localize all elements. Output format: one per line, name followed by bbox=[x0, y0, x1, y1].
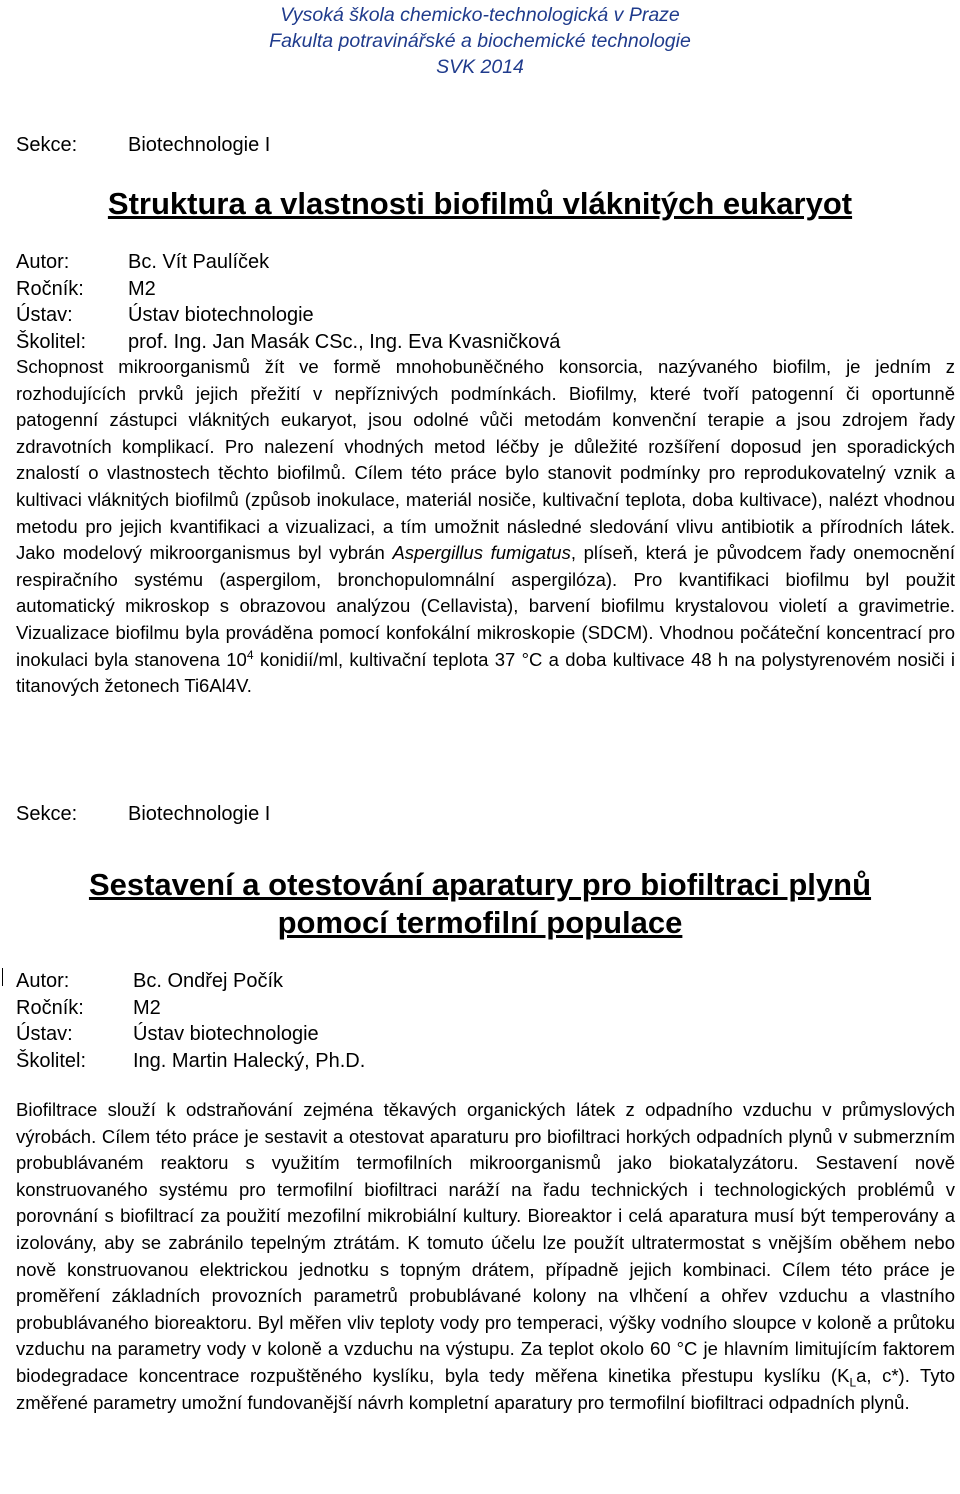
section-label: Sekce: bbox=[16, 134, 78, 156]
margin-marker bbox=[2, 968, 3, 986]
entry1-title: Struktura a vlastnosti biofilmů vláknitých eukaryot bbox=[107, 186, 853, 221]
title-line: Sestavení a otestování aparatury pro biofiltraci plynů bbox=[88, 867, 872, 902]
subscript: L bbox=[849, 1375, 857, 1390]
species-genus: Aspergillus bbox=[392, 542, 483, 564]
abstract-text: Schopnost mikroorganismů žít ve formě mnohobuněčného konsorcia, nazývaného biofilm, je jedním z rozhodujících prvků jejich přežití v nepříznivých podmínkách. Biofilmy, které tvoří patogenní či oportunně patogenní zástupci vláknitých eukaryot, jsou odolné vůči metodám konvenční terapie a jsou zdrojem řady zdravotních komplikací. Pro nalezení vhodných metod léčby je důležité rozšíření doposud jen sporadických znalostí o vlastnostech těchto biofilmů. Cílem této práce bylo stanovit podmínky pro reprodukovatelný vznik a kultivaci vláknitých biofilmů (způsob inokulace, materiál nosiče, kultivační teplota, doba kultivace), nalézt vhodnou metodu pro jejich kvantifikaci a vizualizaci, a tím umožnit následné sledování vlivu antibiotik a přírodních látek. Jako modelový mikroorganismus byl vybrán bbox=[16, 356, 955, 564]
author-value: Bc. Ondřej Počík bbox=[133, 970, 284, 992]
entry2-meta bbox=[16, 968, 365, 1074]
author-row bbox=[16, 249, 560, 276]
entry2-title bbox=[0, 866, 960, 942]
abstract-text: Biofiltrace slouží k odstraňování zejména těkavých organických látek z odpadního vzduchu v průmyslových výrobách. Cílem této práce je sestavit a otestovat aparaturu pro biofiltraci horkých odpadních plynů v submerzním probublávaném reaktoru s využitím termofilních mikroorganismů jako biokatalyzátoru. Sestavení nově konstruovaného systému pro termofilní biofiltraci naráží na řadu technických i technologických problémů v porovnání s biofiltrací za použití mezofilní mikrobiální kultury. Bioreaktor i celá aparatura musí být temperovány a izolovány, aby se zabránilo tepelným ztrátám. K tomuto účelu lze použít ultratermostat s vnějším oběhem nebo nově konstruovanou elektrickou jednotku s topným drátem, případně jejich kombinaci. Cílem této práce je proměření základních provozních parametrů probublávané kolony na vlhčení a ohřev vzduchu a vlastního probublávaného bioreaktoru. Byl měřen vliv teploty vody pro temperaci, výšky vodního sloupce v koloně a průtoku vzduchu na parametry vody v koloně a vzduchu na výstupu. Za teplot okolo 60 °C je hlavním limitujícím faktorem biodegradace koncentrace rozpuštěného kyslíku, byla tedy měřena kinetika přestupu kyslíku (K bbox=[16, 1099, 955, 1386]
section-label: Sekce: bbox=[16, 803, 78, 825]
year-label: Ročník: bbox=[16, 277, 84, 300]
supervisor-label: Školitel: bbox=[16, 330, 87, 353]
author-label: Autor: bbox=[16, 970, 70, 992]
supervisor-value: Ing. Martin Halecký, Ph.D. bbox=[133, 1049, 366, 1072]
supervisor-label: Školitel: bbox=[16, 1049, 87, 1072]
year-row bbox=[16, 995, 365, 1022]
document-header bbox=[0, 2, 960, 80]
entry2-section bbox=[16, 801, 270, 827]
supervisor-row bbox=[16, 1048, 365, 1075]
abstract-text: a, c*). Tyto změřené parametry umožní fundovanější návrh kompletní aparatury pro termofilní biofiltraci odpadních plynů. bbox=[16, 1364, 955, 1413]
institute-row bbox=[16, 302, 560, 329]
abstract-text: konidií/ml, kultivační teplota 37 °C a doba kultivace 48 h na polystyrenovém nosiči i titanových žetonech Ti6Al4V. bbox=[16, 648, 956, 697]
abstract-text: , plíseň, která je původcem řady onemocnění respiračního systému (aspergilom, bronchopulomnální aspergilóza). Pro kvantifikaci biofilmu byl použit automatický mikroskop s obrazovou analýzou (Cellavista), barvení biofilmu krystalovou violetí a gravimetrie. Vizualizace biofilmu byla prováděna pomocí konfokální mikroskopie (SDCM). Vhodnou počáteční koncentrací pro inokulaci byla stanovena 10 bbox=[16, 542, 955, 670]
entry1-section bbox=[16, 132, 270, 158]
author-row bbox=[16, 968, 365, 995]
institute-label: Ústav: bbox=[16, 304, 73, 326]
section-value: Biotechnologie I bbox=[128, 803, 271, 825]
header-conference: SVK 2014 bbox=[436, 56, 524, 78]
entry2-abstract bbox=[16, 1097, 955, 1416]
header-university: Vysoká škola chemicko-technologická v Praze bbox=[280, 4, 680, 26]
species-name: fumigatus bbox=[490, 542, 571, 564]
institute-label: Ústav: bbox=[16, 1023, 73, 1045]
entry1-meta bbox=[16, 249, 560, 355]
title-line: pomocí termofilní populace bbox=[277, 905, 683, 940]
supervisor-row bbox=[16, 329, 560, 356]
section-value: Biotechnologie I bbox=[128, 134, 271, 156]
author-value: Bc. Vít Paulíček bbox=[128, 251, 270, 273]
header-faculty: Fakulta potravinářské a biochemické technologie bbox=[269, 30, 691, 52]
exponent: 4 bbox=[246, 647, 254, 662]
year-value: M2 bbox=[133, 996, 161, 1019]
year-row bbox=[16, 276, 560, 303]
author-label: Autor: bbox=[16, 251, 70, 273]
institute-row bbox=[16, 1021, 365, 1048]
year-label: Ročník: bbox=[16, 996, 84, 1019]
institute-value: Ústav biotechnologie bbox=[128, 304, 314, 326]
entry1-abstract bbox=[16, 354, 955, 700]
supervisor-value: prof. Ing. Jan Masák CSc., Ing. Eva Kvasničková bbox=[128, 330, 561, 353]
year-value: M2 bbox=[128, 277, 156, 300]
institute-value: Ústav biotechnologie bbox=[133, 1023, 319, 1045]
